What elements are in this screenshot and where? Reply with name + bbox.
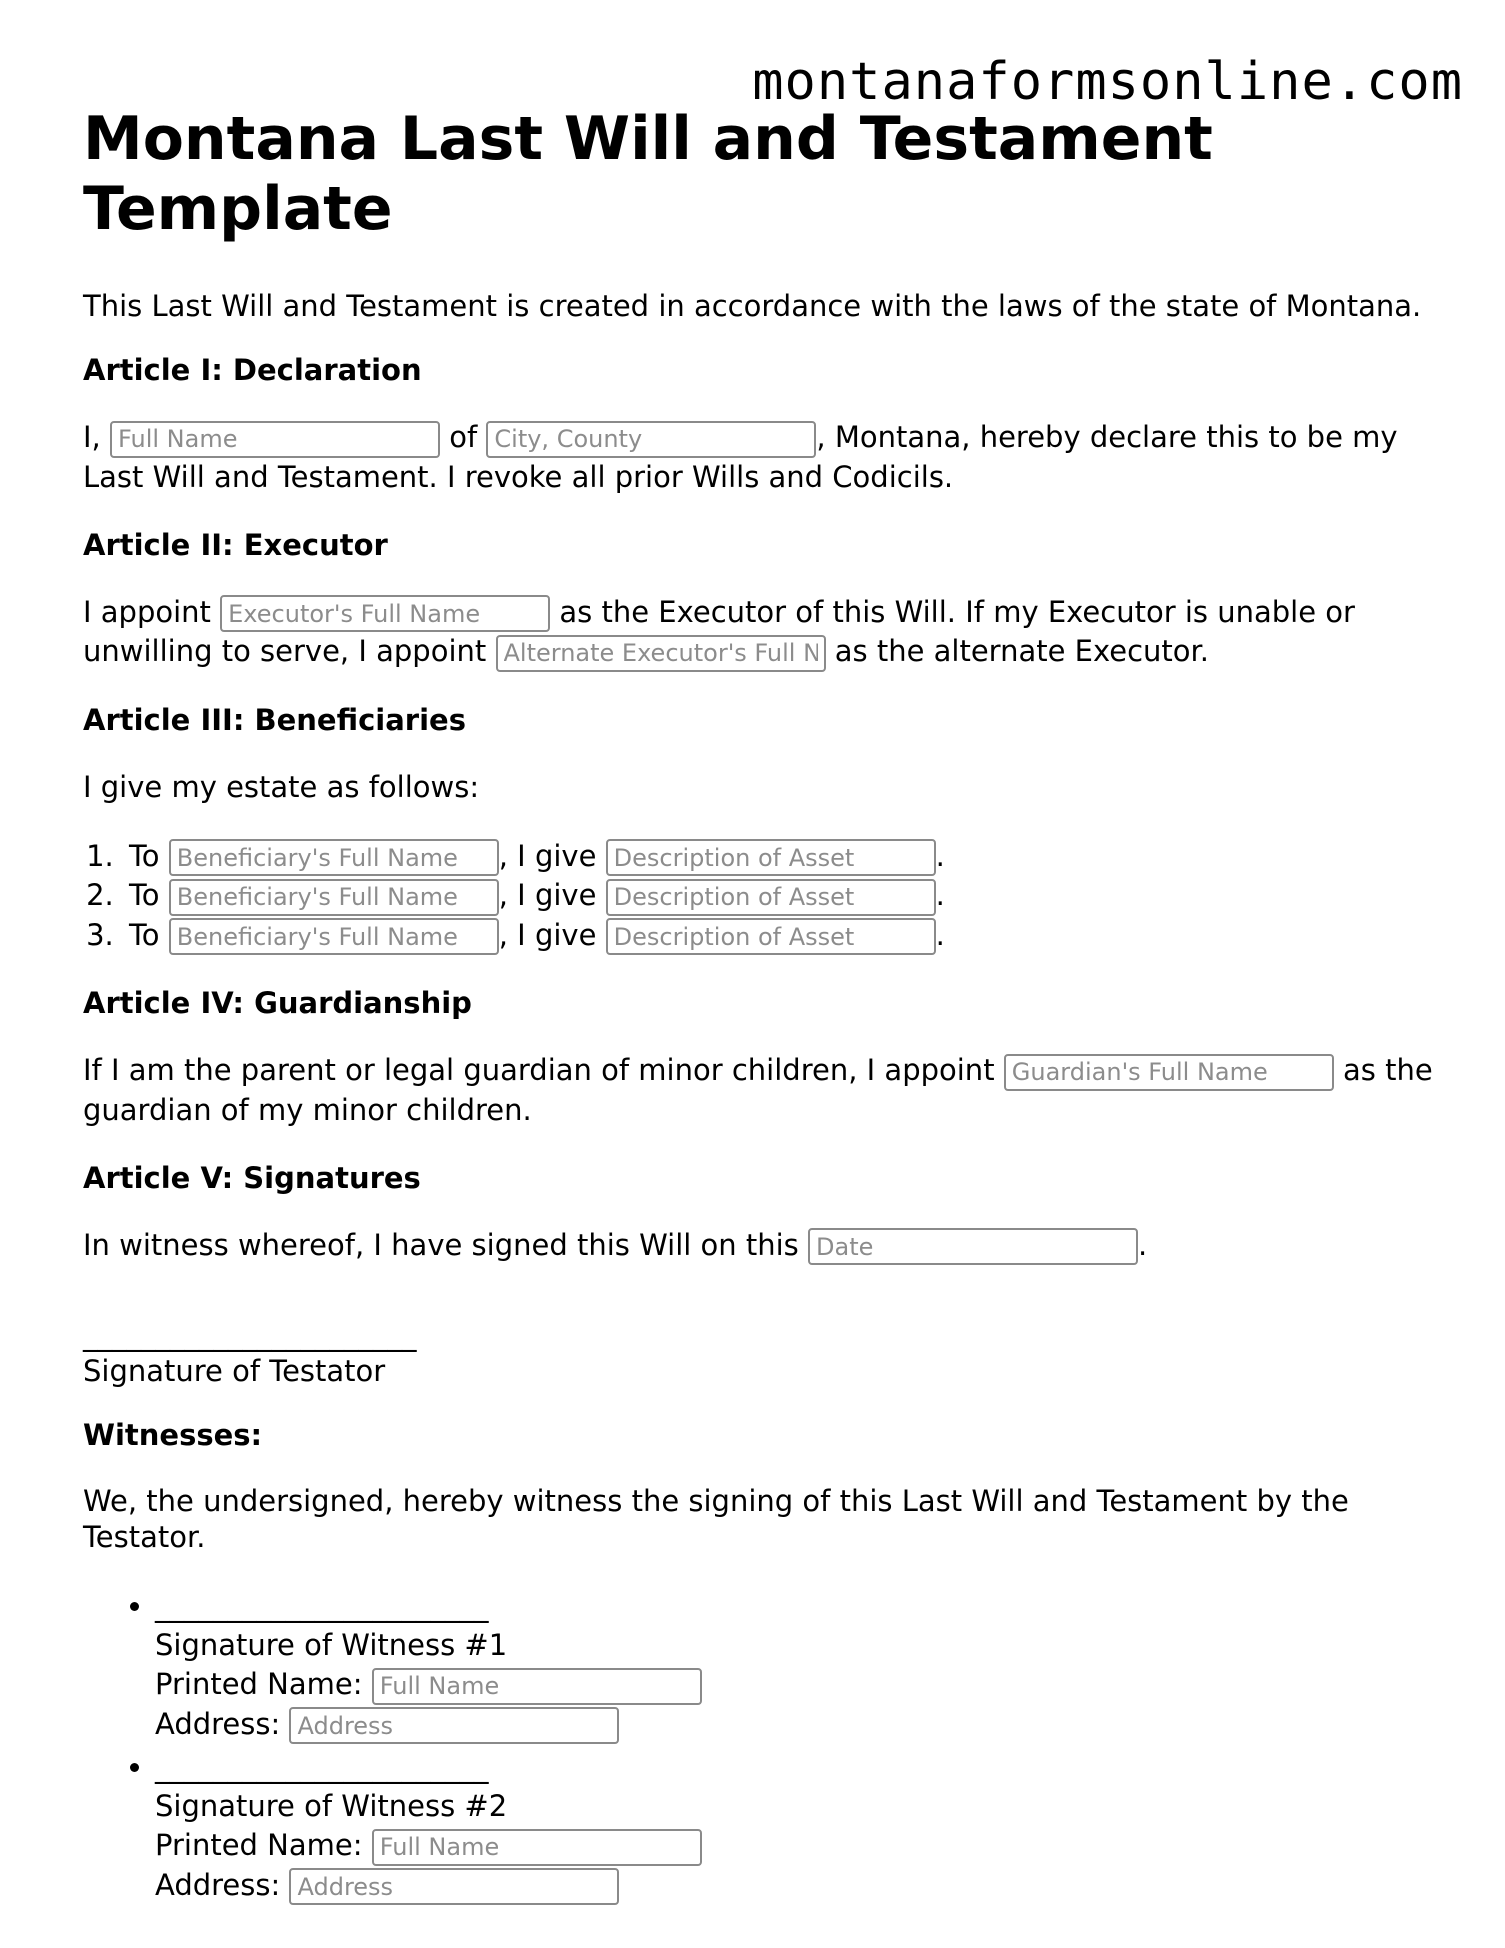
address-row: Address: Address <box>155 1866 1463 1906</box>
list-item <box>155 1748 1463 1905</box>
signature-line: • _______________________ <box>155 1750 489 1784</box>
alternate-executor-field[interactable] <box>496 635 826 672</box>
intro-text: This Last Will and Testament is created in accordance with the laws of the state of Montana. <box>83 289 1422 323</box>
witness-name-field[interactable] <box>372 1829 702 1866</box>
witness-address-field[interactable] <box>289 1707 619 1744</box>
article-4-heading: Article IV: Guardianship <box>83 986 472 1020</box>
beneficiary-name-field[interactable] <box>169 839 499 876</box>
date-field[interactable] <box>808 1228 1138 1265</box>
signature-label: Signature of Witness #2 <box>155 1789 508 1823</box>
signature-label: Signature of Witness #1 <box>155 1628 508 1662</box>
article-2-heading: Article II: Executor <box>83 527 388 562</box>
printed-name-row: Printed Name: Full Name <box>155 1826 1463 1866</box>
article-3-heading: Article III: Beneficiaries <box>83 702 466 737</box>
article-5-text: In witness whereof, I have signed this Will on this Date . <box>83 1226 1463 1266</box>
city-county-field[interactable] <box>486 421 816 458</box>
watermark: montanaformsonline.com <box>752 52 1463 112</box>
article-1-text: I, Full Name of City, County , Montana, hereby declare this to be my Last Will and Testament. I revoke all prior Wills and Codicils. <box>83 418 1463 497</box>
guardian-name-field[interactable] <box>1004 1054 1334 1091</box>
executor-name-field[interactable] <box>220 595 550 632</box>
asset-description-field[interactable] <box>606 839 936 876</box>
witness-list <box>83 1587 1463 1905</box>
beneficiary-name-field[interactable] <box>169 879 499 916</box>
testator-name-field[interactable] <box>110 421 440 458</box>
article-4-text: If I am the parent or legal guardian of minor children, I appoint Guardian's Full Name as the guardian of my minor children. <box>83 1051 1463 1130</box>
beneficiary-name-field[interactable] <box>169 918 499 955</box>
article-5-heading: Article V: Signatures <box>83 1160 421 1195</box>
witnesses-intro: We, the undersigned, hereby witness the signing of this Last Will and Testament by the Testator. <box>83 1484 1349 1554</box>
signature-line: • _______________________ <box>155 1589 489 1623</box>
address-row: Address: Address <box>155 1705 1463 1745</box>
document <box>83 104 1463 1909</box>
witness-name-field[interactable] <box>372 1668 702 1705</box>
printed-name-row: Printed Name: Full Name <box>155 1665 1463 1705</box>
list-item <box>155 1587 1463 1744</box>
article-1-heading: Article I: Declaration <box>83 353 422 387</box>
list-item: 3. To Beneficiary's Full Name , I give Description of Asset . <box>123 916 1463 956</box>
witness-address-field[interactable] <box>289 1868 619 1905</box>
signature-line: _______________________ <box>83 1318 417 1352</box>
article-3-intro: I give my estate as follows: <box>83 769 480 804</box>
testator-signature-block <box>83 1317 1463 1389</box>
article-2-text: I appoint Executor's Full Name as the Executor of this Will. If my Executor is unable or unwilling to serve, I appoint Alternate Executor's Full N as the alternate Executor. <box>83 593 1463 672</box>
witnesses-heading: Witnesses: <box>83 1418 263 1452</box>
asset-description-field[interactable] <box>606 918 936 955</box>
signature-label: Signature of Testator <box>83 1354 386 1388</box>
list-item: 1. To Beneficiary's Full Name , I give Description of Asset . <box>123 837 1463 877</box>
beneficiary-list <box>83 837 1463 956</box>
asset-description-field[interactable] <box>606 879 936 916</box>
list-item: 2. To Beneficiary's Full Name , I give Description of Asset . <box>123 876 1463 916</box>
page-title: Montana Last Will and Testament Template <box>83 104 1213 244</box>
